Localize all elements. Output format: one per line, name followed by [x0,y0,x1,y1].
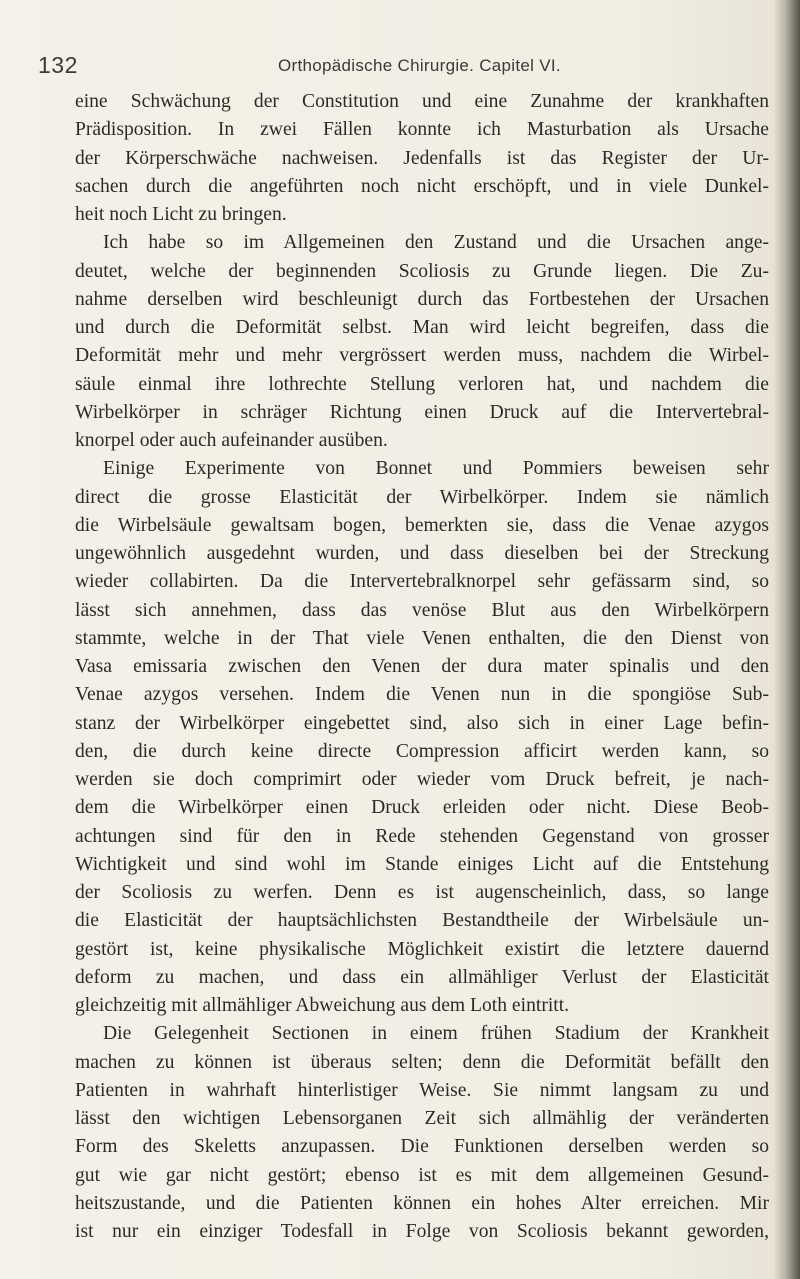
text-line: der Scoliosis zu werfen. Denn es ist augenscheinlich, dass, so lange [75,882,769,903]
text-line: ist nur ein einziger Todesfall in Folge von Scoliosis bekannt geworden, [75,1221,769,1242]
text-line: sachen durch die angeführten noch nicht erschöpft, und in viele Dunkel- [75,175,769,197]
text-line: die Wirbelsäule gewaltsam bogen, bemerkten sie, dass die Venae azygos [75,514,769,536]
text-line: knorpel oder auch aufeinander ausüben. [75,430,388,451]
text-line: gut wie gar nicht gestört; ebenso ist es mit dem allgemeinen Gesund- [75,1164,769,1186]
text-line: Die Gelegenheit Sectionen in einem frühen Stadium der Krankheit [103,1023,769,1045]
text-line: Form des Skeletts anzupassen. Die Funktionen derselben werden so [75,1136,769,1158]
text-line: Ich habe so im Allgemeinen den Zustand und die Ursachen ange- [103,232,769,254]
text-line: und durch die Deformität selbst. Man wird leicht begreifen, dass die [75,317,769,338]
text-line: deutet, welche der beginnenden Scoliosis zu Grunde liegen. Die Zu- [75,260,769,282]
text-line: lässt sich annehmen, dass das venöse Blut aus den Wirbelkörpern [75,599,769,621]
page-number: 132 [38,52,78,78]
text-line: gleichzeitig mit allmähliger Abweichung aus dem Loth eintritt. [75,995,570,1016]
text-line: werden sie doch comprimirt oder wieder vom Druck befreit, je nach- [75,769,769,790]
text-line: Prädisposition. In zwei Fällen konnte ich Masturbation als Ursache [75,119,769,141]
text-line: deform zu machen, und dass ein allmähliger Verlust der Elasticität [75,966,769,988]
running-title: Orthopädische Chirurgie. Capitel VI. [278,56,561,75]
text-line: dem die Wirbelkörper einen Druck erleiden oder nicht. Diese Beob- [75,797,769,819]
text-line: gestört ist, keine physikalische Möglichkeit existirt die letztere dauernd [75,938,769,960]
text-line: Wichtigkeit und sind wohl im Stande einiges Licht auf die Entstehung [75,853,769,875]
text-line: machen zu können ist überaus selten; denn die Deformität befällt den [75,1051,769,1073]
text-line: säule einmal ihre lothrechte Stellung verloren hat, und nachdem die [75,373,769,395]
text-line: eine Schwächung der Constitution und eine Zunahme der krankhaften [75,91,769,112]
text-line: der Körperschwäche nachweisen. Jedenfalls ist das Register der Ur- [75,147,769,169]
text-line: den, die durch keine directe Compression afficirt werden kann, so [75,740,769,762]
page-edge-shadow [774,0,800,1279]
running-header [0,52,800,82]
text-line: Vasa emissaria zwischen den Venen der dura mater spinalis und den [75,656,769,677]
text-line: wieder collabirten. Da die Intervertebralknorpel sehr gefässarm sind, so [75,571,769,593]
text-line: stanz der Wirbelkörper eingebettet sind, also sich in einer Lage befin- [75,712,769,734]
text-line: Wirbelkörper in schräger Richtung einen Druck auf die Intervertebral- [75,401,769,423]
body-text [75,88,769,1246]
text-line: Einige Experimente von Bonnet und Pommiers beweisen sehr [103,458,769,480]
text-line: heit noch Licht zu bringen. [75,204,287,225]
text-line: die Elasticität der hauptsächlichsten Bestandtheile der Wirbelsäule un- [75,910,769,932]
text-line: achtungen sind für den in Rede stehenden Gegenstand von grosser [75,825,769,847]
text-line: Venae azygos versehen. Indem die Venen nun in die spongiöse Sub- [75,684,769,706]
text-line: ungewöhnlich ausgedehnt wurden, und dass dieselben bei der Streckung [75,543,769,564]
text-line: stammte, welche in der That viele Venen enthalten, die den Dienst von [75,627,769,649]
text-line: heitszustande, und die Patienten können ein hohes Alter erreichen. Mir [75,1192,769,1214]
text-line: direct die grosse Elasticität der Wirbelkörper. Indem sie nämlich [75,486,769,508]
text-line: lässt den wichtigen Lebensorganen Zeit sich allmählig der veränderten [75,1108,769,1129]
text-line: nahme derselben wird beschleunigt durch das Fortbestehen der Ursachen [75,288,769,310]
text-line: Patienten in wahrhaft hinterlistiger Weise. Sie nimmt langsam zu und [75,1079,769,1101]
text-line: Deformität mehr und mehr vergrössert werden muss, nachdem die Wirbel- [75,345,769,367]
